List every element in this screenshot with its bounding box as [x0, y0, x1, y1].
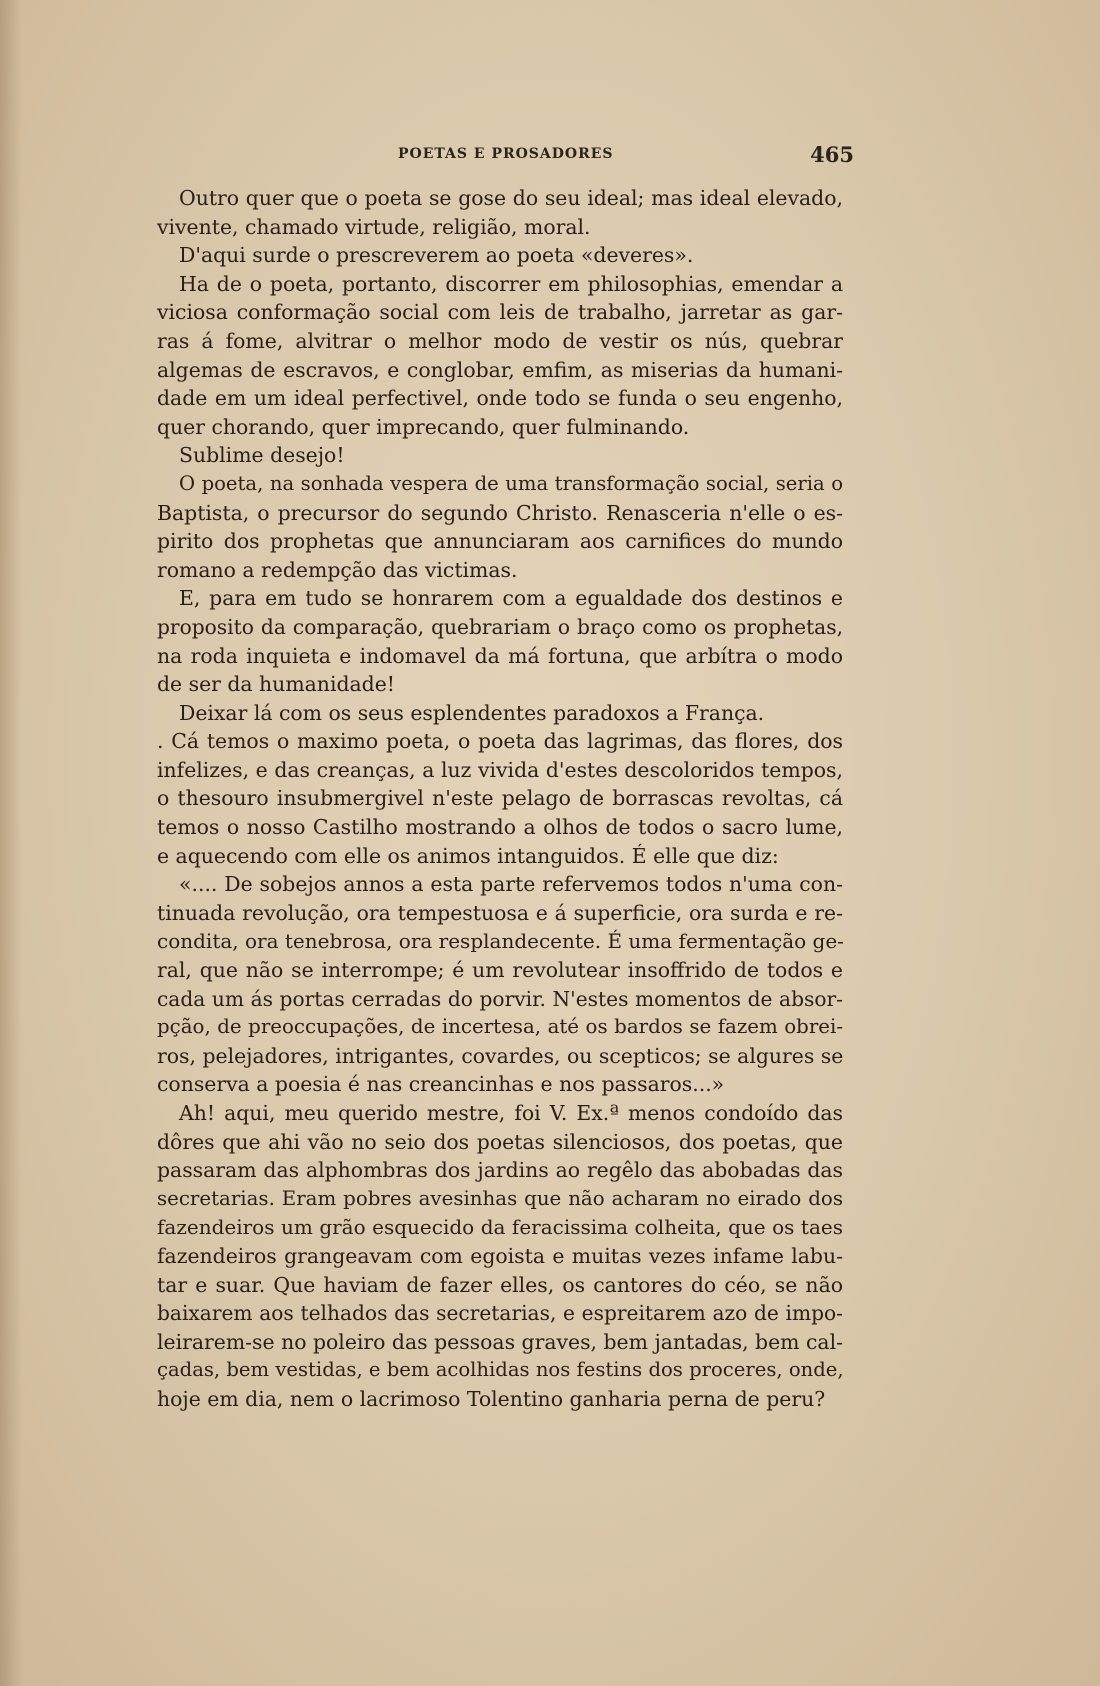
text-line: de ser da humanidade! [157, 672, 395, 697]
text-line: . Cá temos o maximo poeta, o poeta das lagrimas, das flores, dos [157, 729, 843, 754]
text-line: tar e suar. Que haviam de fazer elles, os cantores do céo, se não [157, 1272, 843, 1297]
text-line: leirarem-se no poleiro das pessoas graves, bem jantadas, bem cal- [157, 1329, 843, 1354]
text-line: romano a redempção das victimas. [157, 557, 518, 582]
text-line: dade em um ideal perfectivel, onde todo se funda o seu engenho, [157, 386, 843, 411]
text-line: çadas, bem vestidas, e bem acolhidas nos festins dos proceres, onde, [157, 1358, 844, 1382]
page-header [158, 144, 854, 170]
running-head: POETAS E PROSADORES [398, 146, 614, 162]
text-line: temos o nosso Castilho mostrando a olhos de todos o sacro lume, [157, 815, 843, 840]
text-line: quer chorando, quer imprecando, quer fulminando. [157, 414, 690, 439]
text-line: algemas de escravos, e conglobar, emfim, as miserias da humani- [157, 357, 843, 382]
text-line: Deixar lá com os seus esplendentes paradoxos a França. [179, 700, 765, 725]
text-line: pirito dos prophetas que annunciaram aos carnifices do mundo [157, 529, 843, 554]
text-line: cada um ás portas cerradas do porvir. N'estes momentos de absor- [157, 986, 843, 1011]
text-line: baixarem aos telhados das secretarias, e espreitarem azo de impo- [157, 1301, 843, 1326]
text-line: na roda inquieta e indomavel da má fortuna, que arbítra o modo [157, 643, 843, 668]
text-line: condita, ora tenebrosa, ora resplandecente. É uma fermentação ge- [157, 929, 844, 954]
text-line: viciosa conformação social com leis de trabalho, jarretar as gar- [157, 300, 843, 325]
text-line: infelizes, e das creanças, a luz vivida d'estes descoloridos tempos, [157, 757, 843, 782]
text-line: Ha de o poeta, portanto, discorrer em philosophias, emendar a [179, 271, 843, 296]
text-line: ras á fome, alvitrar o melhor modo de vestir os nús, quebrar [157, 328, 843, 353]
text-line: Outro quer que o poeta se gose do seu ideal; mas ideal elevado, [179, 186, 843, 210]
text-line: dôres que ahi vão no seio dos poetas silenciosos, dos poetas, que [157, 1129, 843, 1154]
body-text [157, 184, 843, 1414]
text-line: D'aqui surde o prescreverem ao poeta «deveres». [179, 243, 694, 268]
text-line: O poeta, na sonhada vespera de uma transformação social, seria o [179, 471, 843, 495]
text-line: fazendeiros um grão esquecido da feracissima colheita, que os taes [157, 1215, 843, 1240]
text-line: Sublime desejo! [179, 443, 345, 468]
text-line: ral, que não se interrompe; é um revolutear insoffrido de todos e [157, 958, 843, 983]
text-line: Ah! aqui, meu querido mestre, foi V. Ex.ª menos condoído das [179, 1101, 843, 1125]
text-line: hoje em dia, nem o lacrimoso Tolentino ganharia perna de peru? [157, 1386, 826, 1411]
text-line: tinuada revolução, ora tempestuosa e á superficie, ora surda e re- [157, 900, 843, 925]
text-line: o thesouro insubmergivel n'este pelago de borrascas revoltas, cá [157, 786, 843, 811]
text-line: passaram das alphombras dos jardins ao regêlo das abobadas das [157, 1158, 843, 1183]
text-line: secretarias. Eram pobres avesinhas que não acharam no eirado dos [157, 1186, 843, 1210]
text-line: proposito da comparação, quebrariam o braço como os prophetas, [157, 614, 843, 639]
text-line: e aquecendo com elle os animos intanguidos. É elle que diz: [157, 843, 779, 868]
text-line: conserva a poesia é nas creancinhas e nos passaros...» [157, 1072, 725, 1097]
text-line: fazendeiros grangeavam com egoista e muitas vezes infame labu- [157, 1243, 843, 1268]
text-line: «.... De sobejos annos a esta parte refervemos todos n'uma con- [179, 872, 843, 897]
text-line: E, para em tudo se honrarem com a egualdade dos destinos e [179, 586, 843, 611]
text-line: vivente, chamado virtude, religião, moral. [157, 214, 591, 239]
page-number: 465 [810, 142, 854, 167]
text-line: ros, pelejadores, intrigantes, covardes, ou scepticos; se algures se [157, 1043, 844, 1068]
text-line: pção, de preoccupações, de incertesa, até os bardos se fazem obrei- [157, 1015, 843, 1039]
text-line: Baptista, o precursor do segundo Christo. Renasceria n'elle o es- [157, 500, 843, 525]
